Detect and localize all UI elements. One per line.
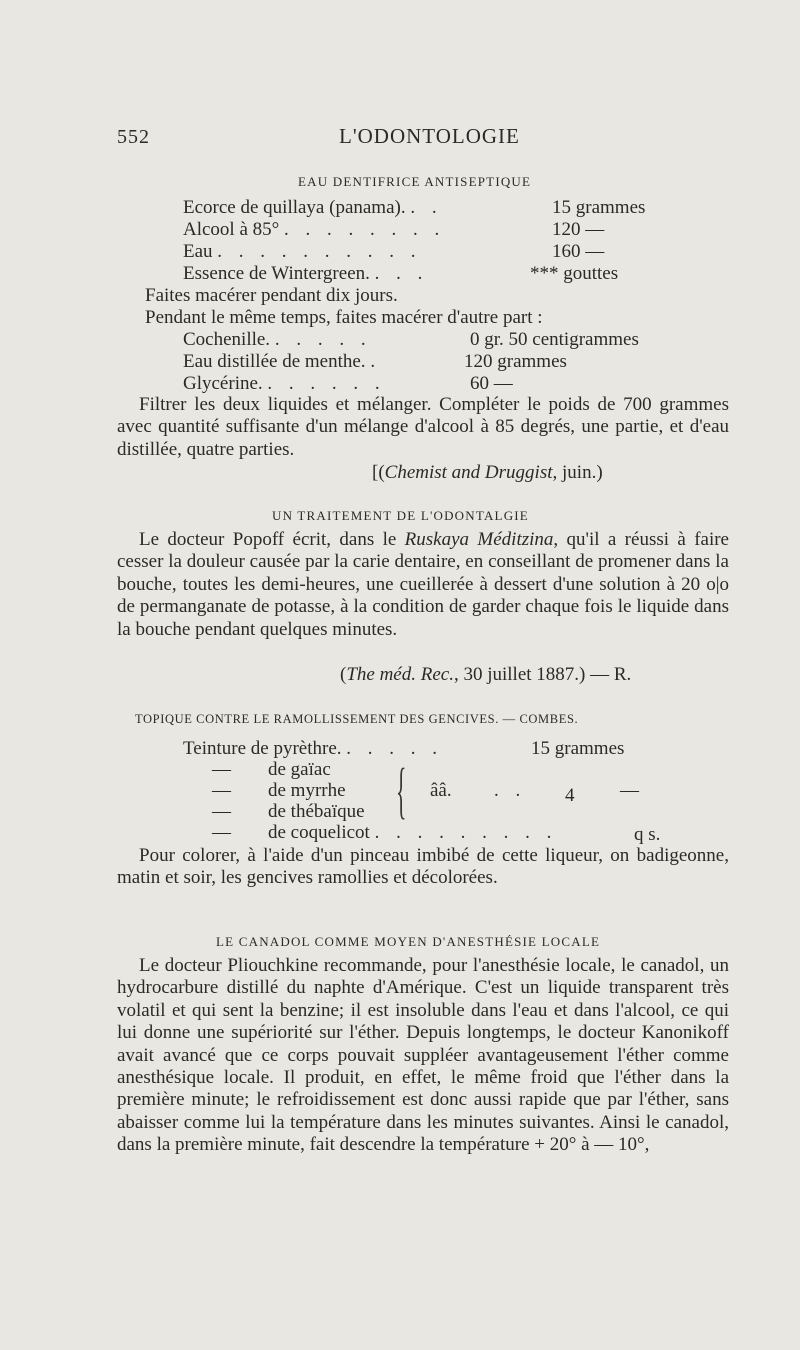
ditto-unit: — bbox=[620, 780, 639, 801]
recipe-line bbox=[183, 263, 428, 285]
ingredient-name: Glycérine. bbox=[183, 373, 263, 394]
ingredient-name: de myrrhe bbox=[268, 780, 346, 801]
ingredient-name: Eau distillée de menthe. bbox=[183, 351, 366, 372]
body-paragraph bbox=[117, 529, 729, 641]
recipe-line bbox=[183, 241, 422, 263]
body-paragraph: Pour colorer, à l'aide d'un pinceau imbibé de cette liqueur, on badigeonne, matin et soir, les gencives ramollies et décolorées. bbox=[117, 845, 729, 889]
recipe-line bbox=[183, 329, 372, 351]
ingredient-name: Cochenille. bbox=[183, 329, 271, 350]
leader-dots: . bbox=[370, 351, 382, 372]
ingredient-qty: 4 bbox=[565, 785, 575, 806]
citation-open: [( bbox=[372, 462, 385, 483]
ditto-dash: — bbox=[212, 759, 231, 780]
ingredient-name: Ecorce de quillaya (panama). bbox=[183, 197, 406, 218]
leader-dots: . . . . . bbox=[274, 329, 372, 350]
journal-title: The méd. Rec. bbox=[346, 664, 454, 685]
ditto-dash: — bbox=[212, 801, 231, 822]
running-title: L'ODONTOLOGIE bbox=[339, 124, 520, 148]
section-title-canadol: LE CANADOL COMME MOYEN D'ANESTHÉSIE LOCALE bbox=[216, 934, 601, 949]
citation-close: , juin.) bbox=[552, 462, 603, 483]
journal-title: Chemist and Druggist bbox=[384, 462, 553, 483]
leader-dots: . . bbox=[410, 197, 443, 218]
ingredient-name: Teinture de pyrèthre. bbox=[183, 738, 342, 759]
source-citation bbox=[372, 462, 603, 484]
ingredient-qty: 160 — bbox=[552, 241, 605, 262]
instruction-line: Faites macérer pendant dix jours. bbox=[145, 285, 398, 306]
section-title-topique: TOPIQUE CONTRE LE RAMOLLISSEMENT DES GENCIVES. — COMBES. bbox=[135, 712, 579, 726]
ingredient-qty: 60 — bbox=[470, 373, 513, 394]
ingredient-qty: 120 grammes bbox=[464, 351, 567, 372]
ditto-dash: — bbox=[212, 822, 231, 843]
citation-close: , 30 juillet 1887.) — R. bbox=[453, 664, 632, 685]
ingredient-name: de thébaïque bbox=[268, 801, 365, 822]
text-span: Le docteur Popoff écrit, dans le bbox=[139, 529, 405, 550]
ingredient-qty: *** gouttes bbox=[530, 263, 619, 284]
ingredient-qty: q s. bbox=[634, 824, 661, 845]
ingredient-qty: 120 — bbox=[552, 219, 605, 240]
leader-dots: . . . . . . . . . . bbox=[217, 241, 422, 262]
page-header bbox=[117, 120, 717, 150]
ingredient-name: de coquelicot bbox=[268, 822, 370, 843]
body-paragraph: Le docteur Pliouchkine recommande, pour l'anesthésie locale, le canadol, un hydrocarbure distillé du naphte d'Amérique. C'est un liquide transparent très volatil et qui sent la benzine; il est insoluble dans l'eau et dans l'alcool, ce qui lui donne une supériorité sur l'éther. Depuis longtemps, le docteur Kanonikoff avait avancé que ce corps pouvait suppléer avantageusement l'éther comme anesthésique locale. Il produit, en effet, le même froid que l'éther dans la première minute; le refroidissement est donc aussi rapide que par l'éther, sans abaisser comme lui la température dans les minutes suivantes. Ainsi le canadol, dans la première minute, fait descendre la température + 20° à — 10°, bbox=[117, 955, 729, 1156]
section-title-odontalgie: UN TRAITEMENT DE L'ODONTALGIE bbox=[272, 508, 529, 523]
page-number: 552 bbox=[117, 126, 150, 148]
ingredient-qty: 15 grammes bbox=[531, 738, 625, 759]
ingredient-qty: 0 gr. 50 centigrammes bbox=[470, 329, 639, 350]
source-citation bbox=[340, 664, 631, 686]
recipe-line bbox=[183, 373, 386, 395]
instruction-line: Pendant le même temps, faites macérer d'autre part : bbox=[145, 307, 543, 328]
ingredient-name: Essence de Wintergreen. bbox=[183, 263, 370, 284]
leader-dots: . . . . . . . . . bbox=[374, 822, 558, 843]
recipe-line bbox=[183, 219, 445, 241]
leader-dots: . . . . . . bbox=[267, 373, 386, 394]
instruction-paragraph: Filtrer les deux liquides et mélanger. Compléter le poids de 700 grammes avec quantité suffisante d'un mélange d'alcool à 85 degrés, une partie, et d'eau distillée, quatre parties. bbox=[117, 394, 729, 460]
leader-dots: . . bbox=[494, 780, 527, 801]
recipe-line bbox=[183, 351, 381, 373]
grouping-brace: { bbox=[396, 757, 407, 825]
section-title-eau-dentifrice: EAU DENTIFRICE ANTISEPTIQUE bbox=[298, 174, 532, 189]
citation-open: ( bbox=[340, 664, 347, 685]
ingredient-name: de gaïac bbox=[268, 759, 331, 780]
ingredient-name: Eau bbox=[183, 241, 213, 262]
recipe-line bbox=[183, 197, 443, 219]
aa-abbrev: ââ. bbox=[430, 780, 452, 801]
journal-title: Ruskaya Méditzina bbox=[404, 529, 554, 550]
ingredient-name: Alcool à 85° bbox=[183, 219, 280, 240]
leader-dots: . . . . . bbox=[346, 738, 444, 759]
ditto-dash: — bbox=[212, 780, 231, 801]
leader-dots: . . . bbox=[374, 263, 429, 284]
recipe-line bbox=[268, 822, 557, 844]
leader-dots: . . . . . . . . bbox=[284, 219, 446, 240]
text-span: , qu'il a réussi à faire cesser la douleur causée par la carie dentaire, en conseillant de promener dans la bouche, toutes les demi-heures, une cueillerée à dessert d'une solution à 20 o|o de permanganate de potasse, à la condition de garder chaque fois le liquide dans la bouche pendant quelques minutes. bbox=[117, 529, 729, 640]
ingredient-qty: 15 grammes bbox=[552, 197, 646, 218]
